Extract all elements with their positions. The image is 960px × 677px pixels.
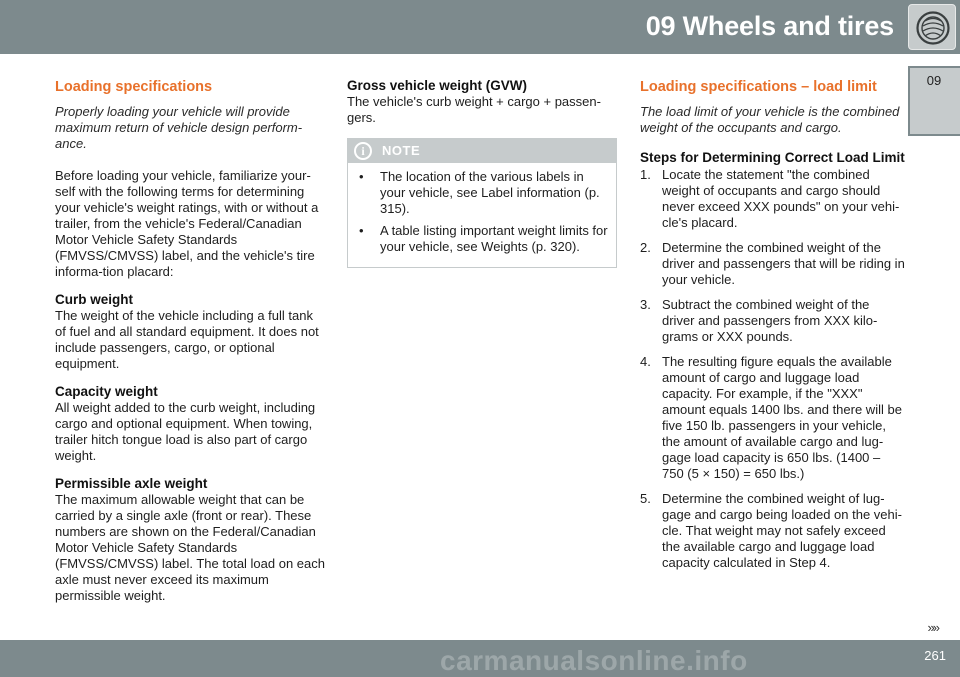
intro-paragraph: Before loading your vehicle, familiarize your-self with the following terms for determining your vehicle's weight ratings, with or without a trailer, from the vehicle's Federal/Canadian Motor Vehicle Safety Standards (FMVSS/CMVSS) label, and the vehicle's tire informa-tion placard: bbox=[55, 168, 319, 279]
term-curb-weight-body: The weight of the vehicle including a full tank of fuel and all standard equipment. It does not include passengers, cargo, or optional equipment. bbox=[55, 308, 319, 371]
note-box bbox=[347, 138, 617, 268]
step-item bbox=[640, 354, 905, 482]
page-number: 261 bbox=[924, 648, 946, 663]
term-capacity-weight: Capacity weight bbox=[55, 384, 158, 399]
step-text: Determine the combined weight of lug-gage and cargo being loaded on the vehi-cle. That weight may not safely exceed the available cargo and luggage load capacity calculated in Step 4. bbox=[662, 491, 902, 570]
term-curb-weight: Curb weight bbox=[55, 292, 133, 307]
term-axle-weight: Permissible axle weight bbox=[55, 476, 208, 491]
step-text: The resulting figure equals the available amount of cargo and luggage load capacity. For example, if the "XXX" amount equals 1400 lbs. and there will be five 150 lb. passengers in your vehicle, the amount of available cargo and lug-gage load capacity is 650 lbs. (1400 – 750 (5 × 150) = 650 lbs.) bbox=[662, 354, 902, 481]
section-title: Loading specifications bbox=[55, 79, 213, 95]
steps-heading: Steps for Determining Correct Load Limit bbox=[640, 150, 905, 165]
section-intro: Properly loading your vehicle will provide maximum return of vehicle design perform-ance. bbox=[55, 104, 303, 151]
tire-icon bbox=[915, 10, 951, 46]
step-item bbox=[640, 491, 905, 571]
step-item bbox=[640, 167, 905, 231]
step-text: Determine the combined weight of the driver and passengers that will be riding in your vehicle. bbox=[662, 240, 905, 287]
note-item bbox=[356, 223, 608, 255]
chapter-tab-label: 09 bbox=[926, 73, 942, 88]
term-capacity-weight-body: All weight added to the curb weight, including cargo and optional equipment. When towing, trailer hitch tongue load is also part of cargo weight. bbox=[55, 400, 316, 463]
chapter-title: 09 Wheels and tires bbox=[645, 11, 894, 41]
note-label: NOTE bbox=[382, 143, 421, 158]
note-item-text: A table listing important weight limits for your vehicle, see Weights (p. 320). bbox=[380, 223, 608, 254]
step-item bbox=[640, 297, 905, 345]
bullet-icon: • bbox=[359, 169, 364, 184]
steps-list bbox=[640, 167, 905, 571]
next-page-arrows[interactable]: »» bbox=[927, 620, 938, 635]
note-header bbox=[348, 139, 616, 163]
chapter-header bbox=[0, 0, 960, 54]
note-list bbox=[348, 163, 616, 255]
step-number: 2. bbox=[640, 240, 651, 255]
term-gvw: Gross vehicle weight (GVW) bbox=[347, 78, 528, 93]
note-item-text: The location of the various labels in your vehicle, see Label information (p. 315). bbox=[380, 169, 600, 216]
step-text: Locate the statement "the combined weight of occupants and cargo should never exceed XXX pounds" on your vehi-cle's placard. bbox=[662, 167, 900, 230]
term-gvw-body: The vehicle's curb weight + cargo + passen-gers. bbox=[347, 94, 601, 125]
column-load-limit bbox=[640, 70, 905, 580]
info-icon: i bbox=[354, 142, 372, 160]
chapter-side-tab[interactable] bbox=[908, 66, 960, 136]
step-number: 4. bbox=[640, 354, 651, 369]
watermark: carmanualsonline.info bbox=[440, 645, 748, 676]
section-title: Loading specifications – load limit bbox=[640, 79, 877, 95]
tire-icon-box bbox=[908, 4, 956, 50]
bullet-icon: • bbox=[359, 223, 364, 238]
note-item bbox=[356, 169, 608, 217]
step-number: 3. bbox=[640, 297, 651, 312]
step-number: 1. bbox=[640, 167, 651, 182]
section-intro: The load limit of your vehicle is the combined weight of the occupants and cargo. bbox=[640, 104, 900, 135]
column-gvw bbox=[347, 70, 617, 268]
step-text: Subtract the combined weight of the driver and passengers from XXX kilo-grams or XXX pounds. bbox=[662, 297, 878, 344]
step-item bbox=[640, 240, 905, 288]
step-number: 5. bbox=[640, 491, 651, 506]
column-loading-specifications bbox=[55, 70, 325, 604]
term-axle-weight-body: The maximum allowable weight that can be carried by a single axle (front or rear). These numbers are shown on the Federal/Canadian Motor Vehicle Safety Standards (FMVSS/CMVSS) label. The total load on each axle must never exceed its maximum permissible weight. bbox=[55, 492, 325, 603]
